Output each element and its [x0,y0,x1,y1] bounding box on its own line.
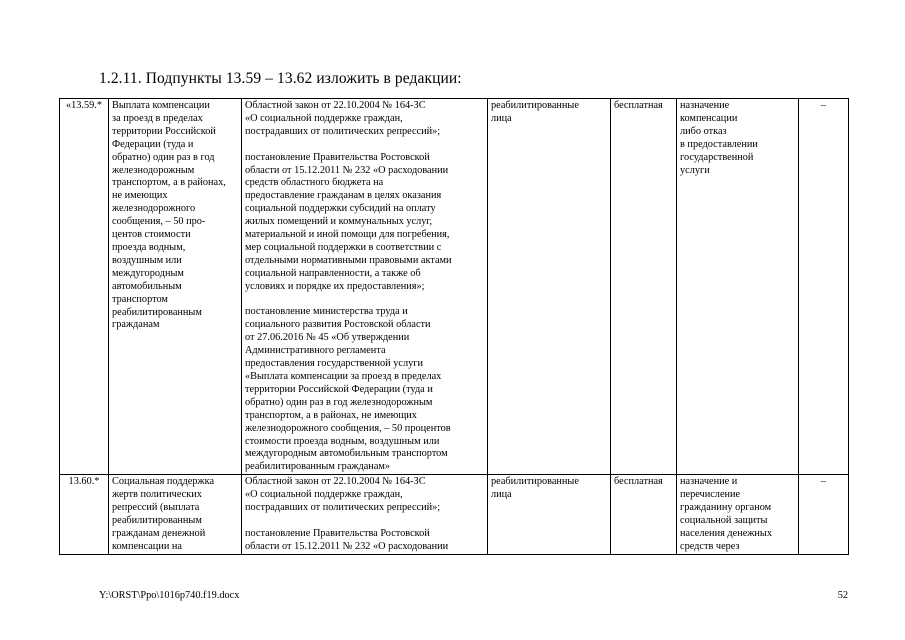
legal-basis-line: постановление Правительства Ростовской [245,527,430,539]
service-name-line: реабилитированным [112,514,202,526]
service-name-line: Выплата компенсации [112,100,210,111]
dash-mark: – [820,100,827,111]
legal-basis-line: социального развития Ростовской области [245,319,431,331]
service-name-line: территории Российской [112,125,216,137]
result-line: перечисление [680,489,741,501]
file-path: Y:\ORST\Ppo\1016p740.f19.docx [99,590,240,601]
legal-basis-line: области от 15.12.2011 № 232 «О расходовании [245,164,449,176]
recipients-line: лица [491,112,512,124]
dash-mark: – [820,476,827,488]
legal-basis-line: обратно) один раз в год железнодорожным [245,396,433,408]
legal-basis-line: постановление министерства труда и [245,306,408,318]
legal-basis-line: Областной закон от 22.10.2004 № 164-ЗС [245,100,426,111]
extra-cell [799,99,849,475]
result-line: назначение [680,100,730,111]
legal-basis-line: стоимости проезда водным, воздушным или [245,435,440,447]
service-name-line: гражданам [112,319,160,331]
payment-cell [611,475,677,554]
legal-basis-line: пострадавших от политических репрессий»; [245,502,441,514]
service-name-line: междугородным [112,267,184,279]
recipients-cell [488,475,611,554]
legal-basis-cell [242,475,488,554]
item-number-cell [60,475,109,554]
item-number: 13.60.* [68,476,100,488]
legal-basis-line: «О социальной поддержке граждан, [245,112,403,124]
legal-basis-line: транспортом, а в районах, не имеющих [245,409,417,421]
legal-basis-line: мер социальной поддержки в соответствии с [245,241,442,253]
payment-type: бесплатная [614,100,663,111]
paragraph-gap [245,294,484,307]
result-line: назначение и [680,476,738,488]
table-row [60,99,849,475]
page-number: 52 [837,590,848,601]
service-name-line: репрессий (выплата [112,502,200,514]
legal-basis-line: предоставление гражданам в целях оказания [245,190,442,202]
result-line: в предоставлении [680,138,758,150]
service-name-cell [109,475,242,554]
service-name-line: реабилитированным [112,306,202,318]
legal-basis-line: области от 15.12.2011 № 232 «О расходовании [245,540,449,552]
result-line: населения денежных [680,527,772,539]
services-table [59,98,849,555]
recipients-cell [488,99,611,475]
result-cell [677,99,799,475]
legal-basis-line: междугородным автомобильным транспортом [245,448,448,460]
result-line: средств через [680,540,740,552]
extra-cell [799,475,849,554]
payment-cell [611,99,677,475]
legal-basis-line: железнодорожного сообщения, – 50 процентов [245,422,451,434]
legal-basis-line: постановление Правительства Ростовской [245,151,430,163]
result-line: государственной [680,151,754,163]
service-name-line: проезда водным, [112,241,186,253]
recipients-line: лица [491,489,512,501]
service-name-line: за проезд в пределах [112,112,203,124]
recipients-line: реабилитированные [491,476,579,488]
service-name-line: воздушным или [112,254,182,266]
legal-basis-line: от 27.06.2016 № 45 «Об утверждении [245,332,410,344]
legal-basis-line: отдельными нормативными правовыми актами [245,254,452,266]
legal-basis-line: социальной направленности, а также об [245,267,421,279]
result-line: гражданину органом [680,502,772,514]
service-name-line: автомобильным [112,280,182,292]
payment-type: бесплатная [614,476,663,488]
recipients-line: реабилитированные [491,100,579,111]
service-name-line: компенсации на [112,540,182,552]
result-line: компенсации [680,112,738,124]
service-name-line: не имеющих [112,190,168,202]
legal-basis-line: пострадавших от политических репрессий»; [245,125,441,137]
legal-basis-line: средств областного бюджета на [245,177,384,189]
legal-basis-line: жилых помещений и коммунальных услуг, [245,216,433,228]
legal-basis-line: предоставления государственной услуги [245,358,423,370]
service-name-line: обратно) один раз в год [112,151,215,163]
service-name-line: жертв политических [112,489,202,501]
table-row [60,475,849,554]
legal-basis-line: «О социальной поддержке граждан, [245,489,403,501]
service-name-line: транспортом [112,293,168,305]
service-name-line: центов стоимости [112,229,191,241]
legal-basis-line: Областной закон от 22.10.2004 № 164-ЗС [245,476,426,488]
result-line: либо отказ [680,125,727,137]
legal-basis-line: реабилитированным гражданам» [245,461,391,473]
service-name-line: железнодорожным [112,164,195,176]
legal-basis-line: материальной и иной помощи для погребения, [245,229,450,241]
item-number: «13.59.* [65,100,103,111]
service-name-line: гражданам денежной [112,527,206,539]
paragraph-gap [245,139,484,152]
service-name-line: сообщения, – 50 про- [112,216,206,228]
section-heading: 1.2.11. Подпункты 13.59 – 13.62 изложить в редакции: [99,70,462,87]
service-name-line: Социальная поддержка [112,476,215,488]
service-name-line: железнодорожного [112,203,196,215]
service-name-line: транспортом, а в районах, [112,177,226,189]
result-line: социальной защиты [680,514,768,526]
result-cell [677,475,799,554]
result-line: услуги [680,164,710,176]
legal-basis-line: Административного регламента [245,345,386,357]
item-number-cell [60,99,109,475]
legal-basis-line: «Выплата компенсации за проезд в пределах [245,371,442,382]
legal-basis-line: территории Российской Федерации (туда и [245,383,433,395]
legal-basis-cell [242,99,488,475]
paragraph-gap [245,515,484,528]
service-name-cell [109,99,242,475]
legal-basis-line: социальной поддержки субсидий на оплату [245,203,436,215]
service-name-line: Федерации (туда и [112,138,194,150]
legal-basis-line: условиях и порядке их предоставления»; [245,280,425,292]
